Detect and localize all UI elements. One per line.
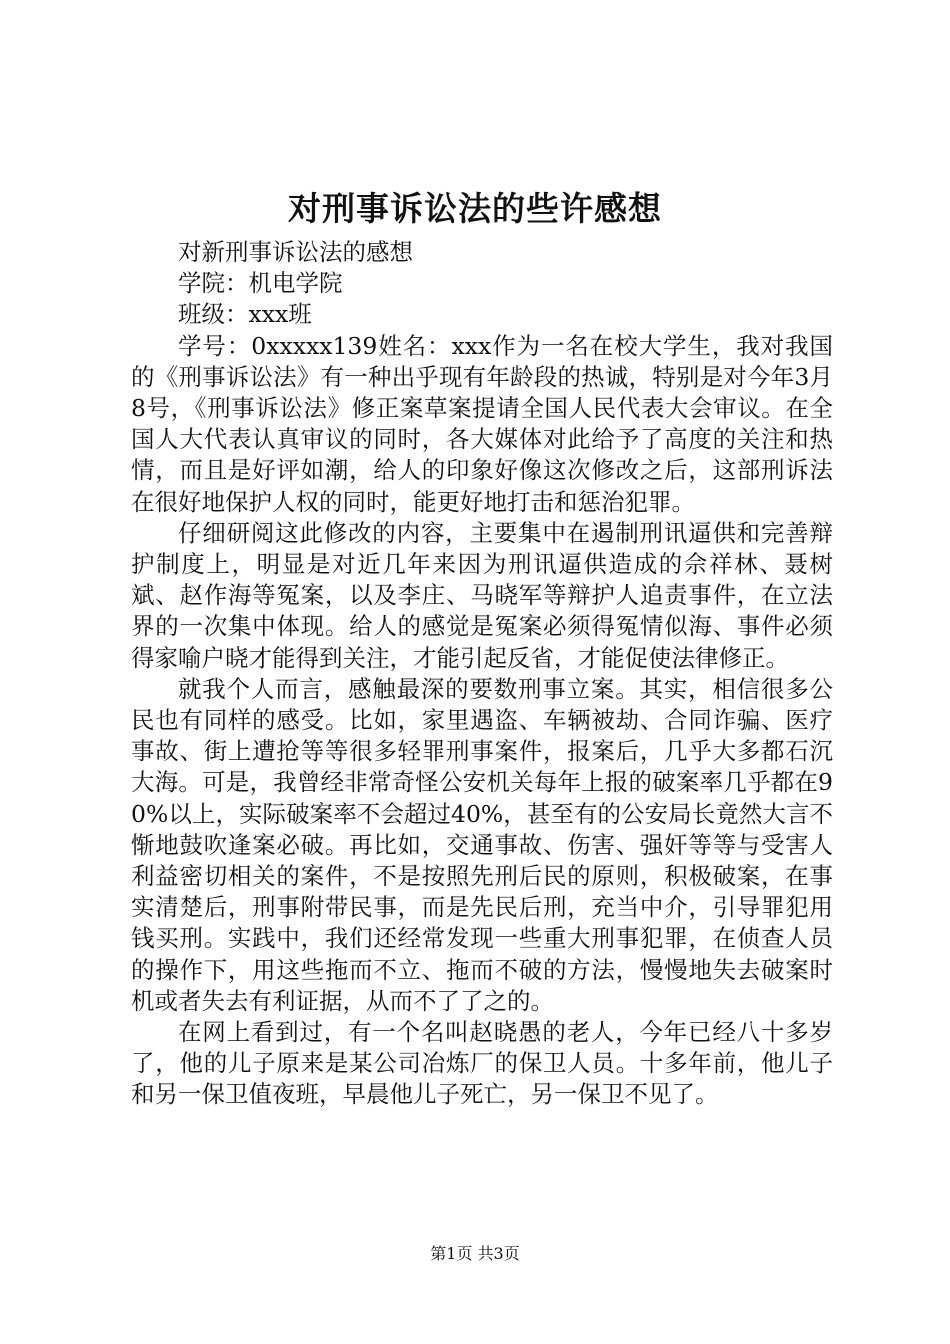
class-line: 班级：xxx班 <box>178 300 312 329</box>
body-paragraph: 在网上看到过，有一个名叫赵晓愚的老人，今年已经八十多岁了，他的儿子原来是某公司冶炼厂的保卫人员。十多年前，他儿子和另一保卫值夜班，早晨他儿子死亡，另一保卫不见了。 <box>131 1018 833 1109</box>
document-body <box>131 237 833 1111</box>
page-number-footer: 第1页 共3页 <box>430 1244 520 1263</box>
document-title: 对刑事诉讼法的些许感想 <box>288 189 662 228</box>
subtitle-line: 对新刑事诉讼法的感想 <box>178 238 413 266</box>
body-paragraph: 学号：0xxxxx139姓名：xxx作为一名在校大学生，我对我国的《刑事诉讼法》有一种出乎现有年龄段的热诚，特别是对今年3月8号，《刑事诉讼法》修正案草案提请全国人民代表大会审议。在全国人大代表认真审议的同时，各大媒体对此给予了高度的关注和热情，而且是好评如潮，给人的印象好像这次修改之后，这部刑诉法在很好地保护人权的同时，能更好地打击和惩治犯罪。 <box>131 331 833 516</box>
body-paragraph: 就我个人而言，感触最深的要数刑事立案。其实，相信很多公民也有同样的感受。比如，家里遇盗、车辆被劫、合同诈骗、医疗事故、街上遭抢等等很多轻罪刑事案件，报案后，几乎大多都石沉大海。可是，我曾经非常奇怪公安机关每年上报的破案率几乎都在90%以上，实际破案率不会超过40%，甚至有的公安局长竟然大言不惭地鼓吹逢案必破。再比如，交通事故、伤害、强奸等等与受害人利益密切相关的案件，不是按照先刑后民的原则，积极破案，在事实清楚后，刑事附带民事，而是先民后刑，充当中介，引导罪犯用钱买刑。实践中，我们还经常发现一些重大刑事犯罪，在侦查人员的操作下，用这些拖而不立、拖而不破的方法，慢慢地失去破案时机或者失去有利证据，从而不了了之的。 <box>131 674 833 1015</box>
college-line: 学院：机电学院 <box>178 269 343 298</box>
body-paragraph: 仔细研阅这此修改的内容，主要集中在遏制刑讯逼供和完善辩护制度上，明显是对近几年来因为刑讯逼供造成的佘祥林、聂树斌、赵作海等冤案，以及李庄、马晓军等辩护人追责事件，在立法界的一次集中体现。给人的感觉是冤案必须得冤情似海、事件必须得家喻户晓才能得到关注，才能引起反省，才能促使法律修正。 <box>131 518 833 672</box>
